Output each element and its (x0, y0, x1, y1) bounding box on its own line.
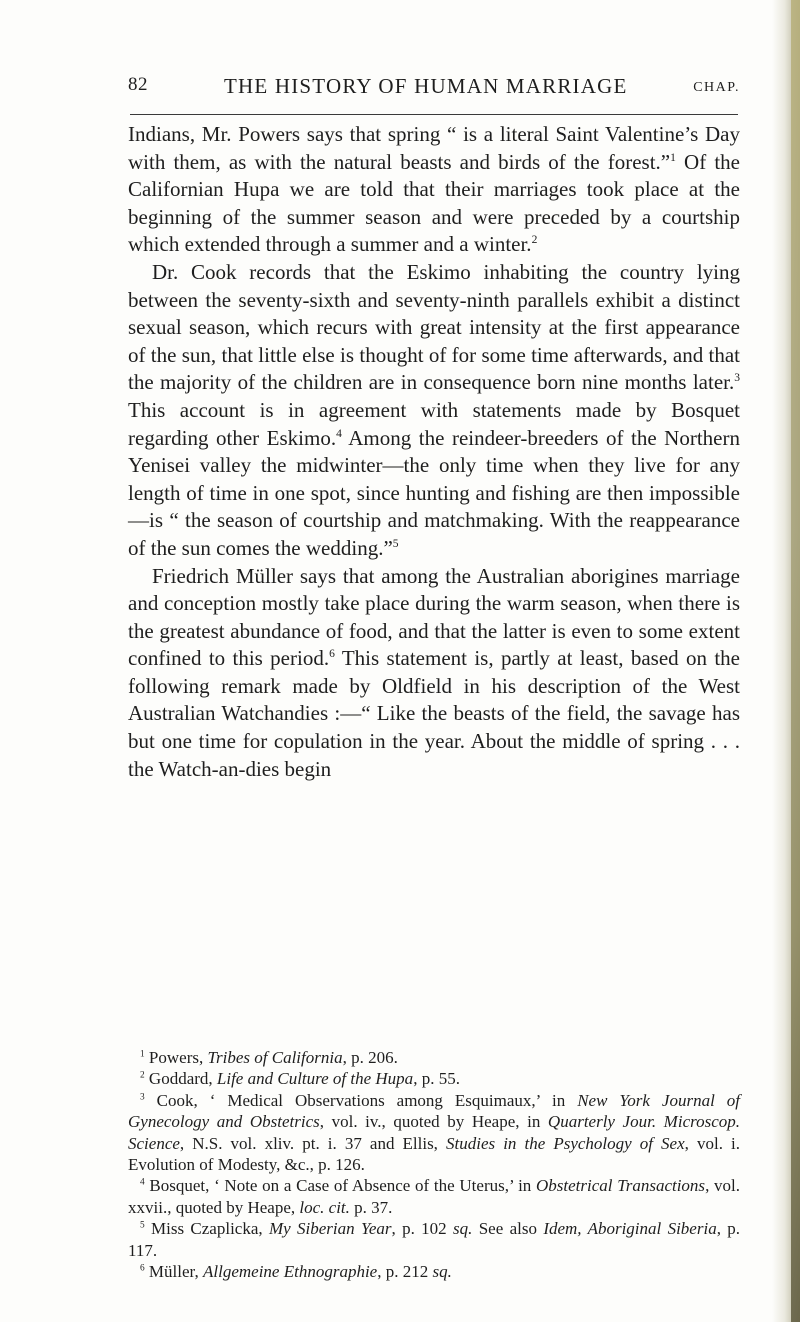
footnote-title: Life and Culture of the Hupa (216, 1069, 414, 1089)
footnote-text: , N.S. vol. xliv. pt. i. 37 and Ellis, (179, 1133, 447, 1153)
text-segment: Indians, Mr. Powers says that spring “ is a literal Saint Valentine’s Day with them, as with the natural beasts and birds of the forest.” (128, 122, 740, 174)
footnote-title: New York Journal of Gynecology and Obstetrics (128, 1090, 740, 1132)
footnote-text: See also (472, 1219, 544, 1239)
footnote-text: Cook, ‘ Medical Observations among Esquimaux,’ in (156, 1090, 578, 1110)
footnote-1 (128, 1047, 740, 1068)
footnote-text: p. 37. (349, 1197, 393, 1217)
footnote-text: Müller, (148, 1262, 204, 1282)
footnote-number: 2 (140, 1070, 145, 1081)
text-segment: Of the Californian Hupa we are told that their marriages took place at the beginning of the summer season and were preceded by a courtship which extended through a summer and a winter. (128, 149, 740, 257)
footnote-title: Allgemeine Ethnographie (203, 1262, 378, 1282)
footnote-ref: 1 (670, 151, 676, 164)
footnote-ref: 2 (531, 234, 538, 247)
running-title: THE HISTORY OF HUMAN MARRIAGE (224, 74, 628, 98)
footnote-text: , vol. iv., quoted by Heape, in (319, 1112, 548, 1132)
page-header (128, 68, 740, 108)
text-segment: Among the reindeer-breeders of the Northern Yenisei valley the midwinter—the only time when they live for any length of time in one spot, since hunting and fishing are then impossible—is “ the season of courtship and matchmaking. With the reappearance of the sun comes the wedding.” (128, 425, 740, 560)
footnote-ref: 4 (336, 427, 342, 440)
footnote-number: 1 (140, 1049, 145, 1060)
footnote-title: Quarterly Jour. Microscop. Science (128, 1112, 741, 1153)
page-number: 82 (128, 74, 148, 95)
footnote-text: Powers, (148, 1048, 208, 1067)
footnote-text: , vol. xxvii., quoted by Heape, (128, 1176, 740, 1217)
footnote-3 (128, 1090, 740, 1176)
footnote-ref: 5 (392, 537, 399, 550)
header-rule (130, 114, 738, 115)
footnote-ref: 6 (329, 648, 335, 661)
footnote-text: , vol. i. Evolution of Modesty, &c., p. 126. (128, 1133, 740, 1175)
footnote-text: , p. 212 (377, 1262, 433, 1282)
footnote-text: , p. 206. (342, 1048, 398, 1067)
footnote-number: 6 (140, 1263, 145, 1274)
text-segment: Friedrich Müller says that among the Australian aborigines marriage and conception mostly take place during the warm season, when there is the greatest abundance of food, and that the latter is even to some extent confined to this period. (128, 563, 740, 671)
footnote-title: sq. (453, 1219, 473, 1239)
footnote-5 (128, 1218, 740, 1261)
footnote-text: , p. 102 (391, 1219, 454, 1239)
footnote-text: Miss Czaplicka, (151, 1219, 269, 1239)
footnote-text: , p. 55. (413, 1069, 460, 1089)
page-edge-binding (791, 0, 800, 1322)
chapter-marker: CHAP. (693, 80, 740, 95)
paragraph-1 (128, 121, 740, 259)
paragraph-2 (128, 259, 740, 563)
footnote-title: My Siberian Year (268, 1219, 392, 1239)
text-segment: Dr. Cook records that the Eskimo inhabiting the country lying between the seventy-sixth and seventy-ninth parallels exhibit a distinct sexual season, which recurs with great intensity at the first appearance of the sun, that little else is thought of for some time afterwards, and that the majority of the children are in consequence born nine months later. (128, 259, 740, 395)
footnote-2 (128, 1068, 740, 1089)
footnote-text: Goddard, (148, 1069, 217, 1089)
footnote-title: Tribes of California (207, 1048, 343, 1067)
footnote-number: 4 (140, 1177, 145, 1188)
footnotes (128, 1047, 740, 1282)
paragraph-3 (128, 563, 740, 784)
footnote-title: Idem, Aboriginal Siberia (543, 1219, 717, 1239)
footnote-title: sq. (432, 1262, 452, 1282)
footnote-title: Studies in the Psychology of Sex (446, 1133, 685, 1153)
footnote-ref: 3 (734, 372, 740, 385)
footnote-number: 5 (140, 1220, 145, 1231)
footnote-title: Obstetrical Transactions (536, 1176, 706, 1196)
body-text (128, 121, 740, 783)
text-segment: This account is in agreement with statements made by Bosquet regarding other Eskimo. (128, 397, 740, 450)
footnote-text: Bosquet, ‘ Note on a Case of Absence of the Uterus,’ in (149, 1176, 536, 1196)
footnote-title: loc. cit. (299, 1197, 350, 1217)
footnote-6 (128, 1261, 740, 1282)
text-segment: This statement is, partly at least, based on the following remark made by Oldfield in his description of the West Australian Watchandies :—“ Like the beasts of the field, the savage has but one time for copulation in the year. About the middle of spring . . . the Watch-an-dies begin (128, 646, 741, 781)
footnote-number: 3 (140, 1092, 145, 1103)
footnote-4 (128, 1175, 740, 1218)
footnote-text: , p. 117. (128, 1219, 741, 1260)
